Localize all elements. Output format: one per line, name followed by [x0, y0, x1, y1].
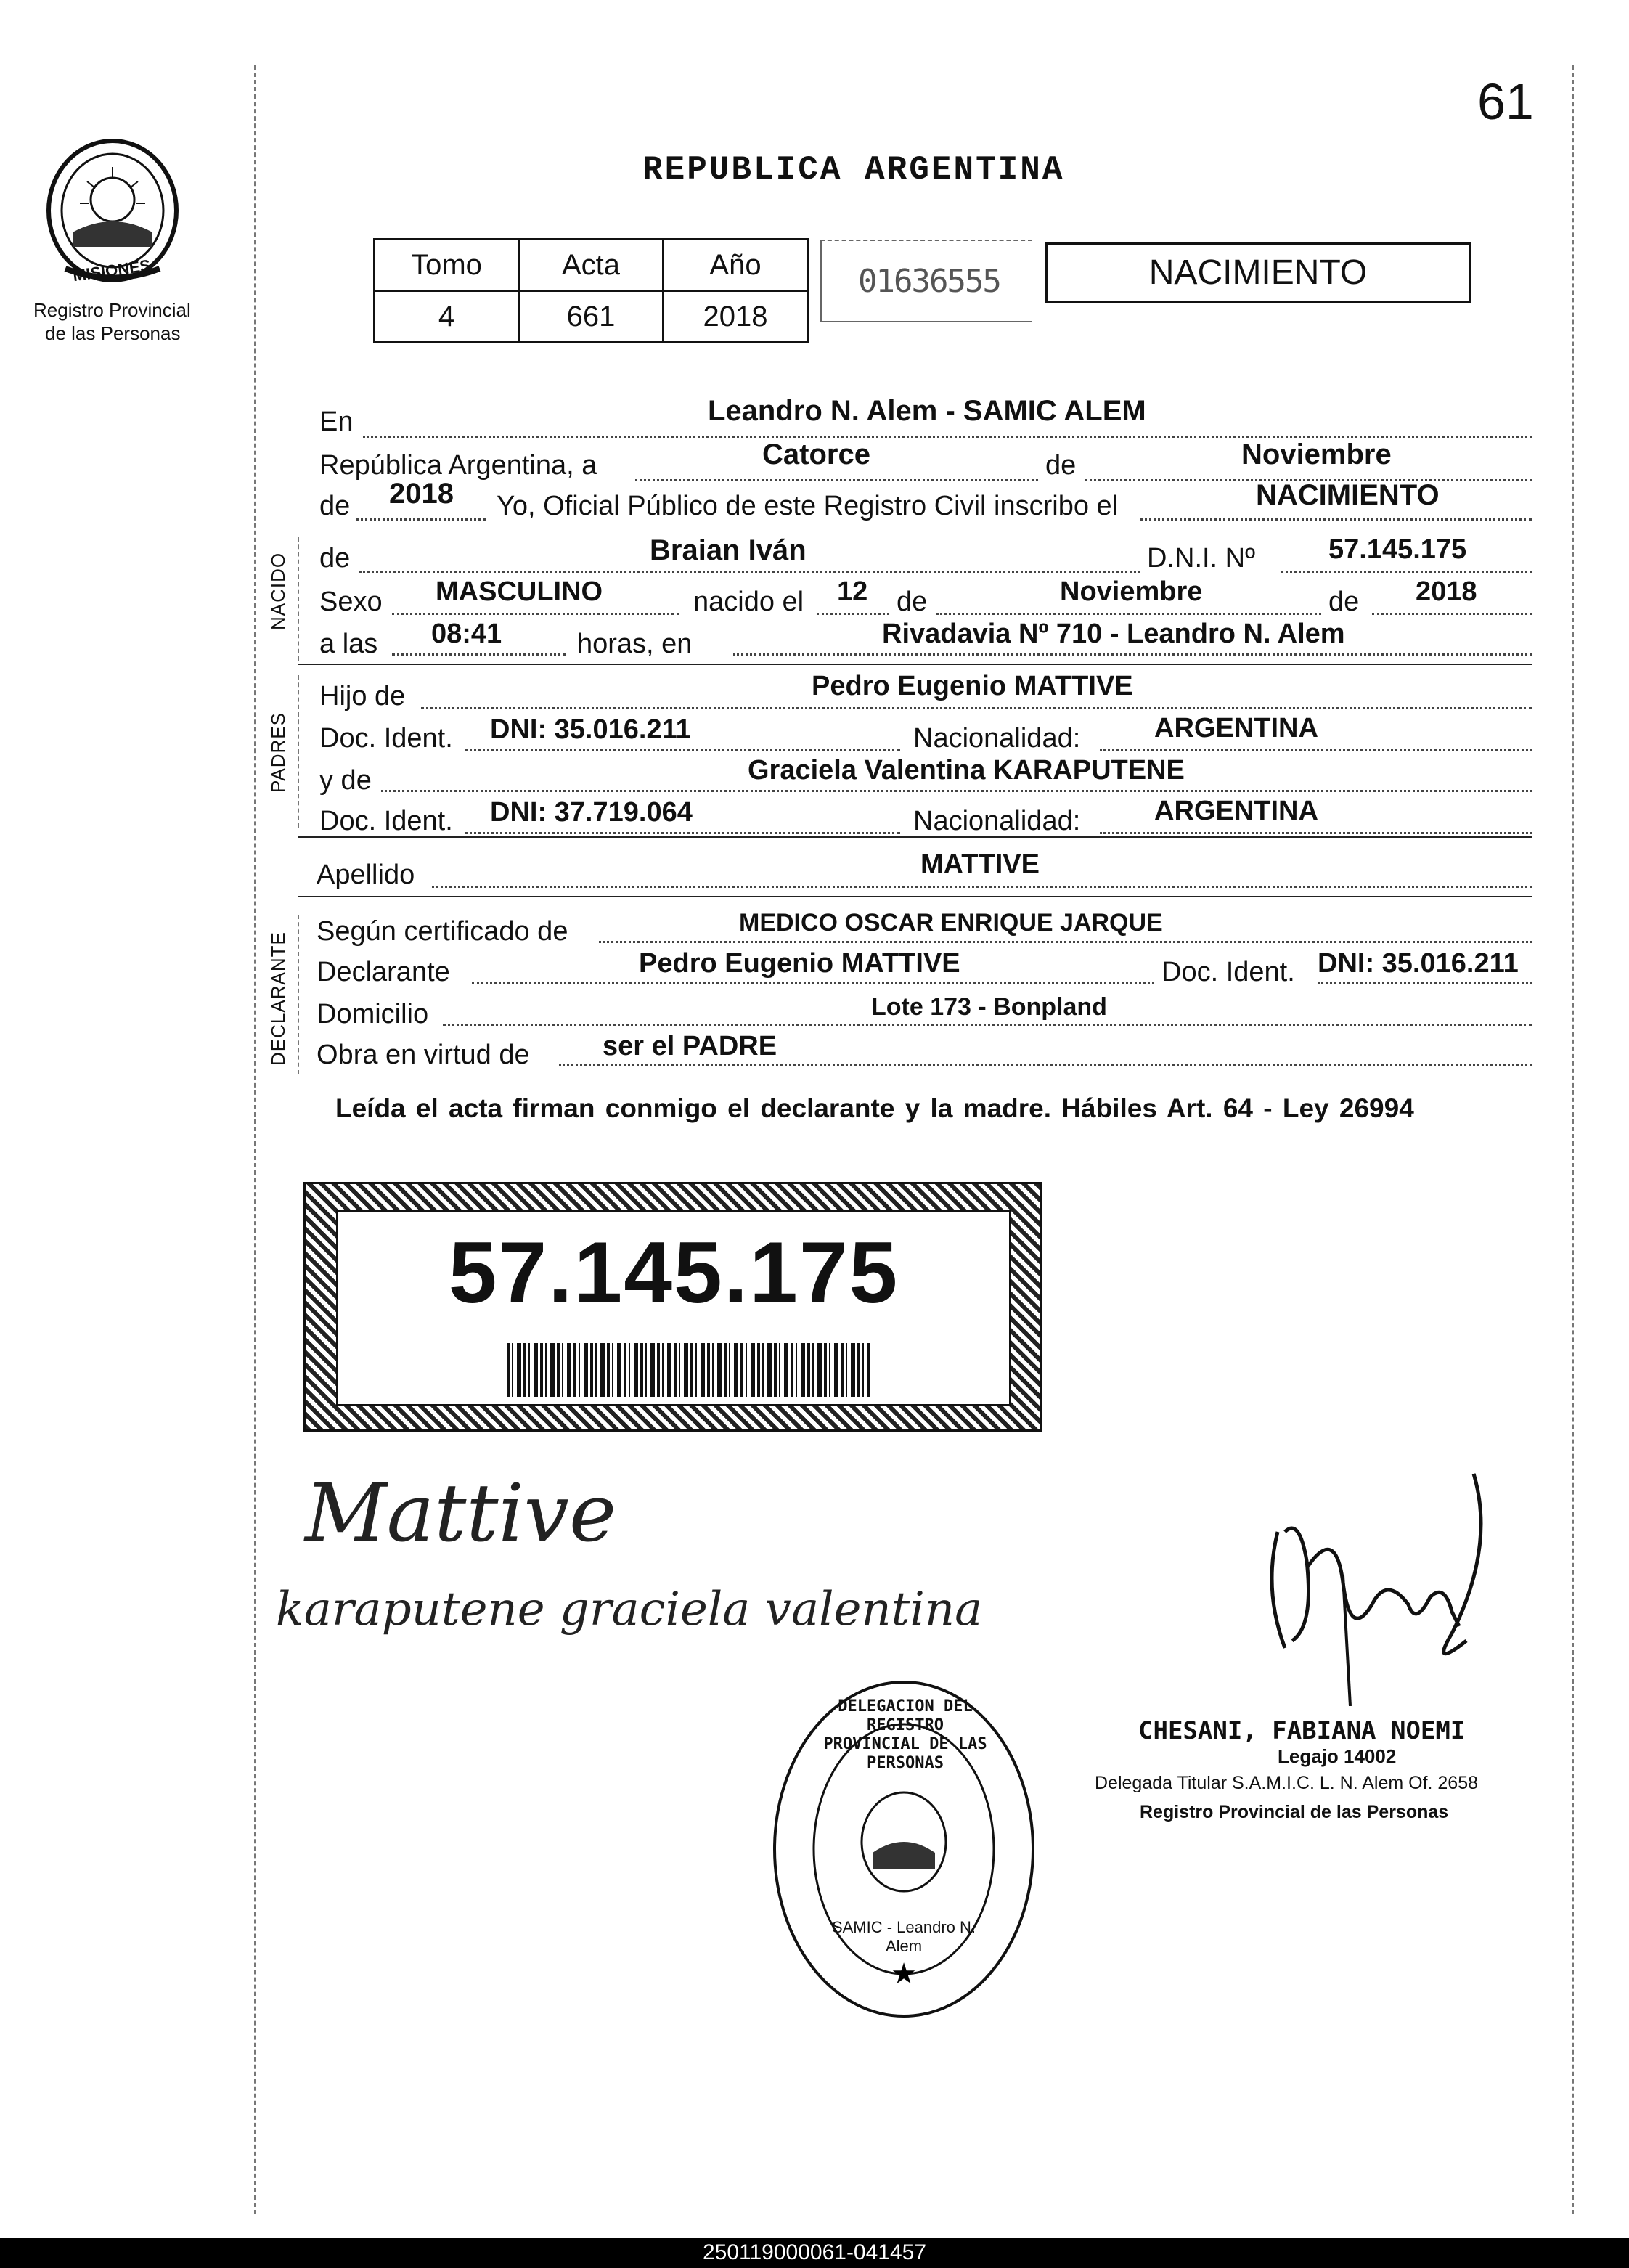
- page-number: 61: [1477, 73, 1534, 130]
- birth-month: Noviembre: [1060, 576, 1203, 607]
- nacido-de-label: de: [319, 543, 351, 574]
- child-name: Braian Iván: [650, 534, 807, 566]
- declarante-value: Pedro Eugenio MATTIVE: [639, 948, 960, 979]
- domicilio-label: Domicilio: [317, 999, 429, 1029]
- footer-code: 250119000061-041457: [702, 2240, 927, 2264]
- dni-box-inner: [336, 1210, 1011, 1406]
- de-label-2: de: [319, 491, 351, 521]
- birth-day-dots: [817, 613, 889, 615]
- official-name: CHESANI, FABIANA NOEMI: [1138, 1716, 1466, 1745]
- sexo-label: Sexo: [319, 587, 383, 617]
- official-legajo: Legajo 14002: [1278, 1745, 1397, 1767]
- acta-value: 661: [519, 291, 664, 343]
- father-doc: DNI: 35.016.211: [490, 714, 691, 745]
- mother-name: Graciela Valentina KARAPUTENE: [748, 755, 1185, 786]
- obra-dots: [559, 1064, 1532, 1066]
- declarante-doc: DNI: 35.016.211: [1318, 948, 1519, 979]
- declarante-signature: Mattive: [305, 1467, 617, 1559]
- record-type-box: [1045, 242, 1471, 303]
- birth-time: 08:41: [431, 619, 502, 649]
- registry-name-line2: de las Personas: [45, 322, 181, 344]
- hijo-de-label: Hijo de: [319, 681, 406, 711]
- dni-label: D.N.I. Nº: [1147, 543, 1255, 574]
- seal-text-bottom: MISIONES: [71, 256, 152, 285]
- de-label: de: [1045, 450, 1077, 481]
- domicilio-value: Lote 173 - Bonpland: [871, 993, 1107, 1021]
- a-las-label: a las: [319, 629, 378, 659]
- obra-label: Obra en virtud de: [317, 1040, 530, 1070]
- domicilio-dots: [443, 1024, 1532, 1026]
- obra-value: ser el PADRE: [603, 1031, 777, 1061]
- father-doc-label: Doc. Ident.: [319, 723, 453, 754]
- y-de-label: y de: [319, 765, 372, 796]
- year-dots: [356, 518, 486, 521]
- month: Noviembre: [1241, 438, 1392, 470]
- name-dots: [359, 571, 1140, 573]
- stamp-number-box: [820, 240, 1032, 322]
- certificado-label: Según certificado de: [317, 916, 568, 947]
- place: Leandro N. Alem - SAMIC ALEM: [708, 395, 1146, 427]
- right-border: [1572, 65, 1574, 2214]
- mother-dots: [381, 790, 1532, 792]
- nacido-el-label: nacido el: [693, 587, 804, 617]
- stamp-number: 01636555: [858, 263, 1000, 300]
- dni-box-number: 57.145.175: [448, 1224, 899, 1321]
- declarante-dots: [472, 982, 1154, 984]
- birth-day: 12: [837, 576, 868, 607]
- record-type: NACIMIENTO: [1148, 253, 1368, 292]
- left-border: [254, 65, 256, 2214]
- mother-nationality-dots: [1100, 832, 1532, 834]
- mother-doc-label: Doc. Ident.: [319, 806, 453, 836]
- father-name: Pedro Eugenio MATTIVE: [812, 671, 1133, 701]
- father-dots: [421, 707, 1532, 709]
- declarante-section-label: DECLARANTE: [267, 931, 289, 1066]
- round-stamp-inner-text: SAMIC - Leandro N. Alem: [831, 1918, 976, 1955]
- sexo-dots: [392, 613, 679, 615]
- address-dots: [733, 653, 1532, 656]
- declarante-doc-label: Doc. Ident.: [1161, 957, 1295, 987]
- inscribo-type: NACIMIENTO: [1256, 479, 1440, 511]
- child-dni: 57.145.175: [1328, 534, 1467, 565]
- apellido-label: Apellido: [317, 860, 415, 890]
- closing-text: Leída el acta firman conmigo el declarante y la madre. Hábiles Art. 64 - Ley 26994: [335, 1093, 1414, 1123]
- apellido-rule: [298, 896, 1532, 897]
- en-dots: [363, 436, 1532, 438]
- nacido-section-label: NACIDO: [267, 552, 289, 630]
- official-signature: [1234, 1459, 1510, 1706]
- republica-label: República Argentina, a: [319, 450, 597, 481]
- horas-label: horas, en: [577, 629, 693, 659]
- father-nationality: ARGENTINA: [1154, 713, 1318, 743]
- footer-bar: [0, 2238, 1629, 2268]
- birth-month-dots: [936, 613, 1321, 615]
- tomo-value: 4: [375, 291, 519, 343]
- inscribo-dots: [1140, 518, 1532, 521]
- dni-dots: [1281, 571, 1532, 573]
- mother-nationality: ARGENTINA: [1154, 796, 1318, 826]
- apellido-value: MATTIVE: [920, 849, 1040, 880]
- time-dots: [392, 653, 566, 656]
- padres-bracket: [298, 675, 299, 828]
- registry-name-line1: Registro Provincial: [33, 299, 191, 321]
- father-nationality-label: Nacionalidad:: [913, 723, 1081, 754]
- certificado-dots: [599, 941, 1532, 943]
- day-words: Catorce: [762, 438, 870, 470]
- official-registro: Registro Provincial de las Personas: [1140, 1802, 1449, 1822]
- anio-header: Año: [664, 240, 808, 291]
- mother-doc: DNI: 37.719.064: [490, 797, 693, 828]
- record-table: [373, 238, 809, 343]
- anio-value: 2018: [664, 291, 808, 343]
- nacido-rule: [298, 664, 1532, 665]
- padres-rule: [298, 836, 1532, 838]
- apellido-dots: [432, 886, 1532, 888]
- year: 2018: [389, 478, 454, 510]
- birth-year: 2018: [1416, 576, 1477, 607]
- round-stamp-outer-text: DELEGACION DEL REGISTRO PROVINCIAL DE LAS PERSONAS: [823, 1697, 987, 1772]
- oficial-text: Yo, Oficial Público de este Registro Civil inscribo el: [497, 491, 1119, 521]
- padres-section-label: PADRES: [267, 712, 289, 793]
- barcode: [507, 1343, 870, 1397]
- nacido-bracket: [298, 537, 299, 661]
- svg-text:★: ★: [891, 1957, 917, 1991]
- acta-header: Acta: [519, 240, 664, 291]
- mother-signature: karaputene graciela valentina: [276, 1583, 983, 1636]
- declarante-label: Declarante: [317, 957, 450, 987]
- official-cargo: Delegada Titular S.A.M.I.C. L. N. Alem Of. 2658: [1095, 1773, 1479, 1793]
- dni-box: [303, 1182, 1042, 1432]
- country-title: REPUBLICA ARGENTINA: [642, 151, 1065, 189]
- nacido-de-label-2: de: [897, 587, 928, 617]
- declarante-doc-dots: [1318, 982, 1532, 984]
- day-dots: [635, 479, 1038, 481]
- en-label: En: [319, 407, 354, 437]
- birth-year-dots: [1372, 613, 1532, 615]
- declarante-bracket: [298, 915, 299, 1074]
- sexo: MASCULINO: [436, 576, 603, 607]
- certificado-value: MEDICO OSCAR ENRIQUE JARQUE: [739, 909, 1163, 937]
- nacido-de-label-3: de: [1328, 587, 1360, 617]
- father-nationality-dots: [1100, 749, 1532, 751]
- birth-address: Rivadavia Nº 710 - Leandro N. Alem: [882, 619, 1345, 649]
- mother-nationality-label: Nacionalidad:: [913, 806, 1081, 836]
- father-doc-dots: [465, 749, 900, 751]
- round-stamp: [771, 1678, 1037, 2020]
- tomo-header: Tomo: [375, 240, 519, 291]
- mother-doc-dots: [465, 832, 900, 834]
